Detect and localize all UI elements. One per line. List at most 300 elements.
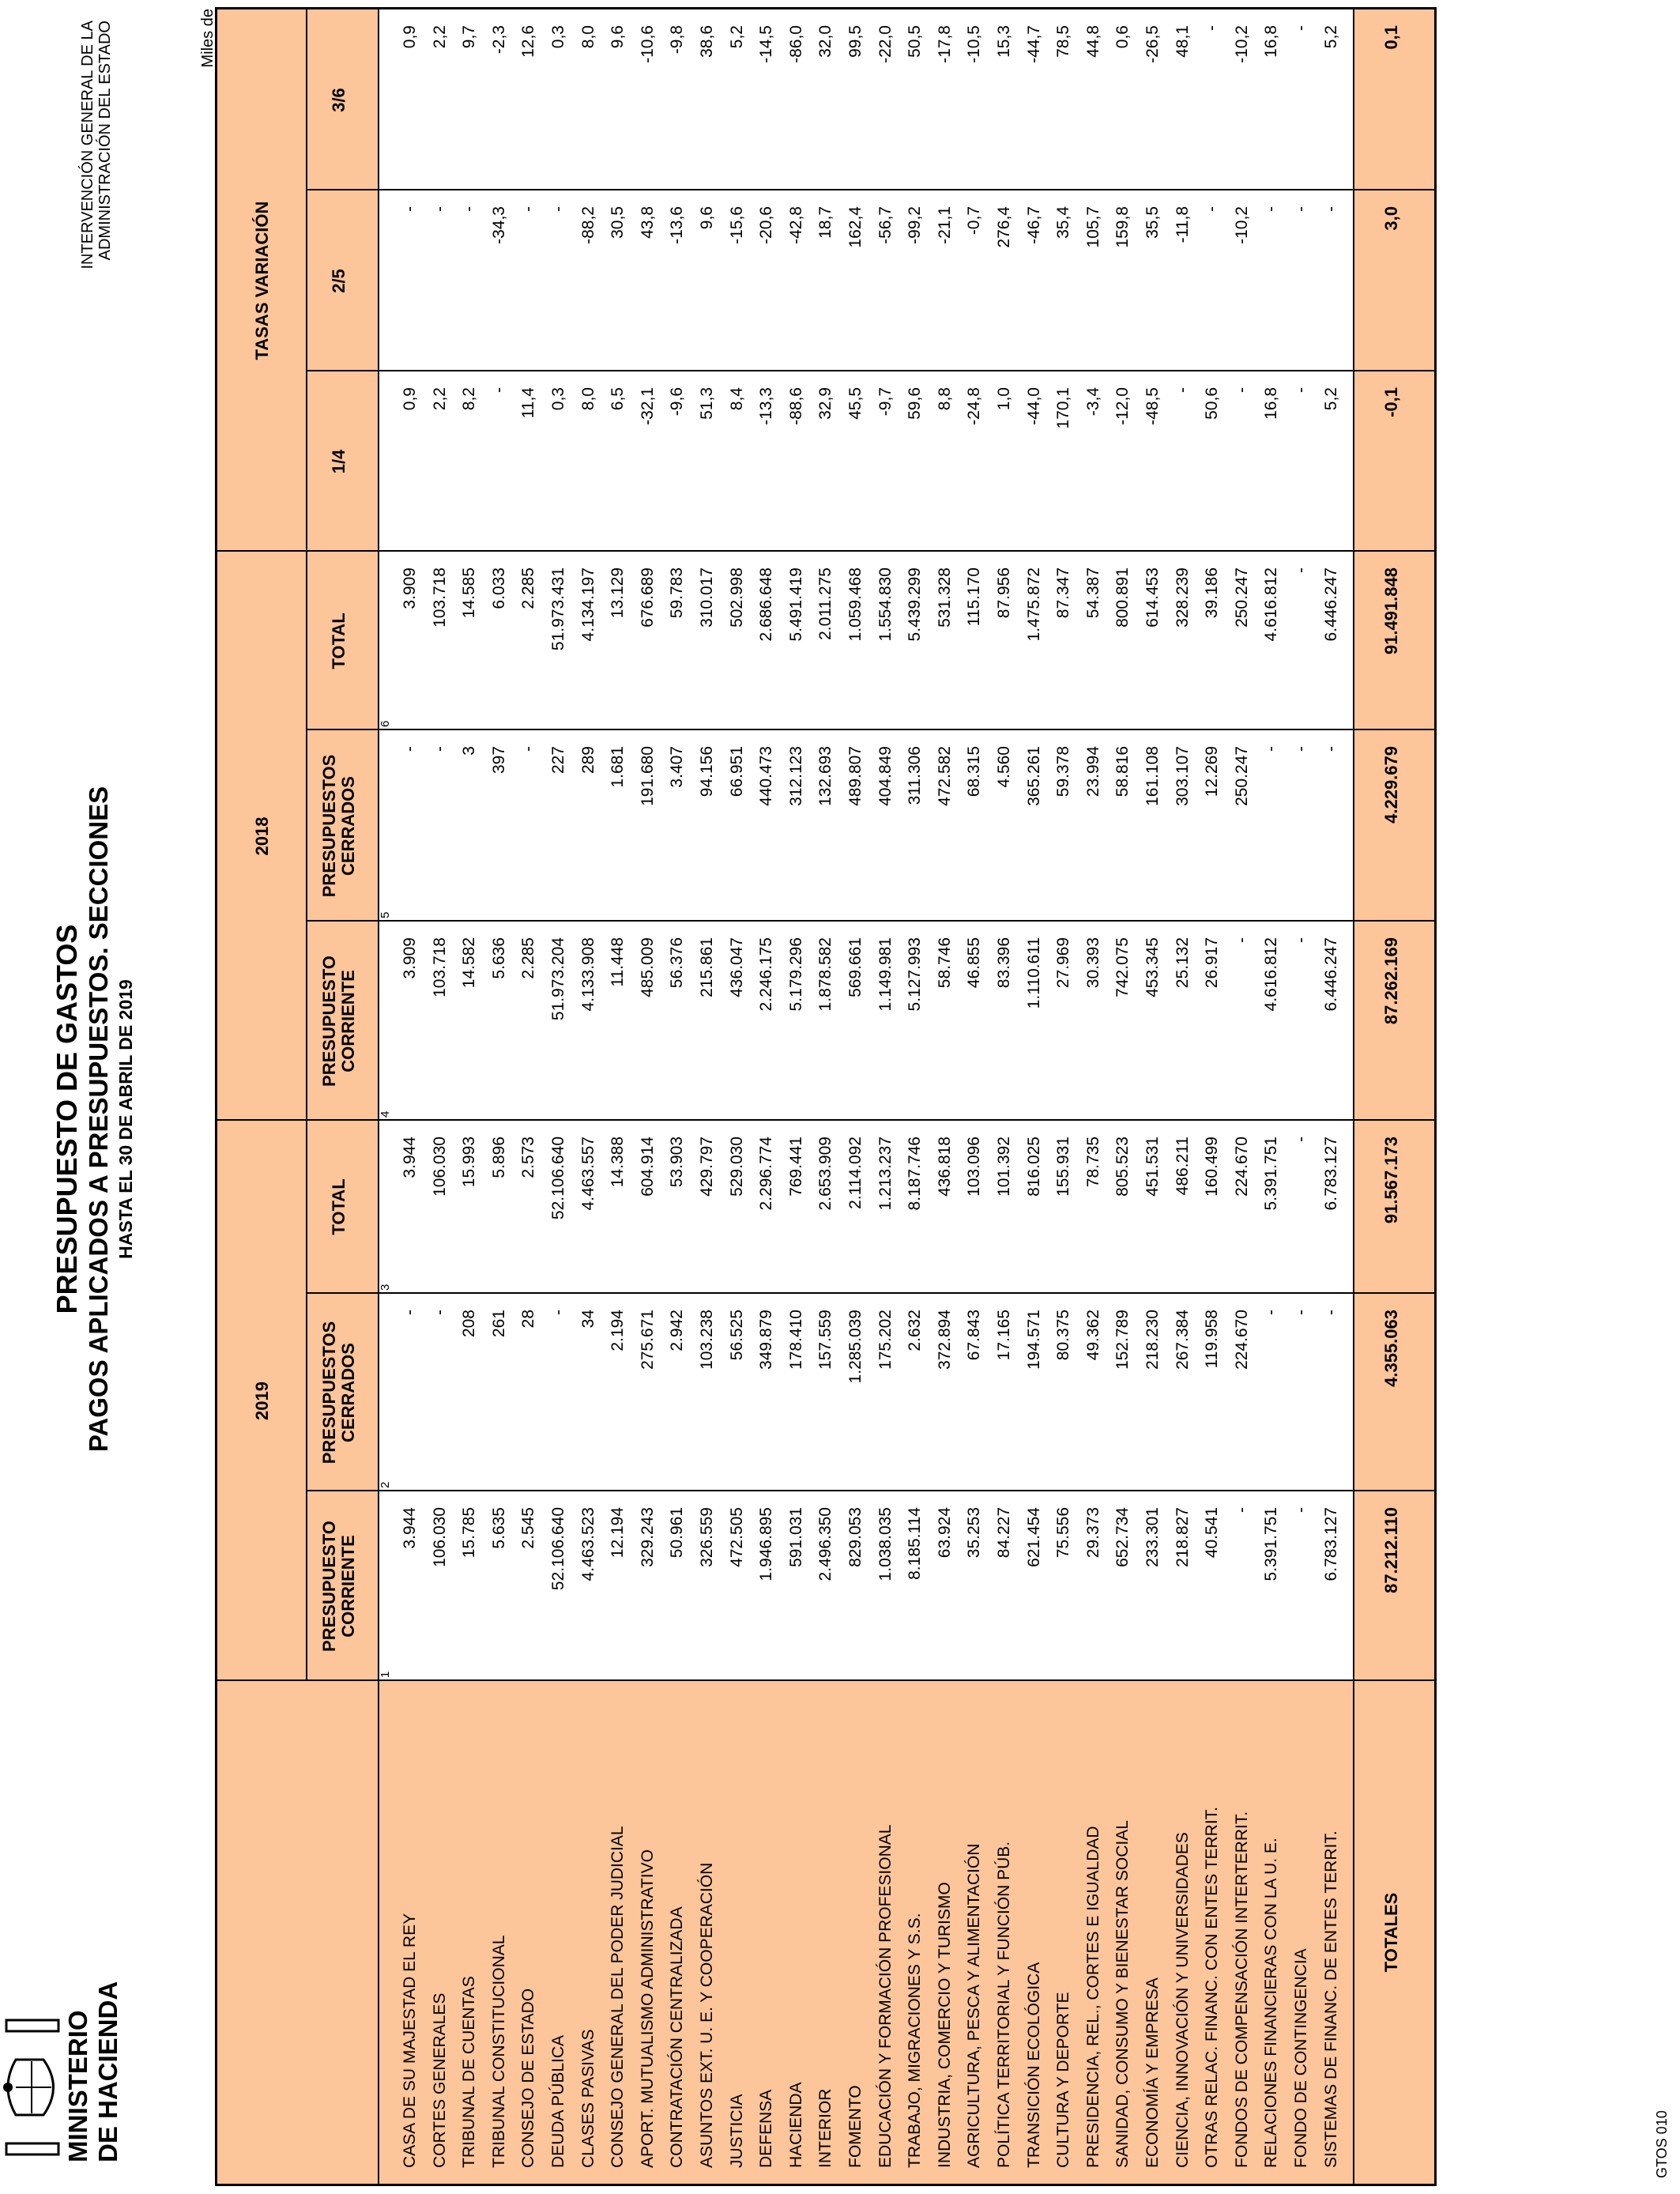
section-name: HACIENDA	[786, 2082, 805, 2168]
cell-col-8: -	[519, 206, 538, 212]
cell-col-5: 303.107	[1173, 746, 1192, 806]
section-name: OTRAS RELAC. FINANC. CON ENTES TERRIT.	[1203, 1806, 1222, 2168]
cell-col-9: -26,5	[1143, 25, 1162, 63]
cell-col-6: 250.247	[1232, 567, 1251, 628]
cell-col-3: 5.896	[489, 1137, 508, 1178]
units-label: Miles de	[199, 9, 217, 68]
cell-col-1: 84.227	[995, 1507, 1013, 1559]
cell-col-1: 15.785	[460, 1507, 479, 1559]
cell-col-1: 233.301	[1143, 1507, 1162, 1567]
cell-col-9: 9,6	[608, 25, 627, 49]
section-name: FOMENTO	[846, 2085, 864, 2168]
cell-col-5: 4.560	[995, 746, 1013, 788]
table-row	[1110, 9, 1134, 2184]
table-row	[1022, 9, 1045, 2184]
header-rate-2-5: 2/5	[329, 269, 348, 293]
cell-col-9: 12,6	[519, 25, 538, 58]
cell-col-6: 2.686.648	[757, 567, 776, 642]
cell-col-5: 289	[578, 746, 597, 775]
cell-col-7: 32,9	[816, 387, 835, 420]
cell-col-9: -	[1203, 25, 1222, 31]
cell-col-2: 157.559	[816, 1310, 835, 1370]
cell-col-6: 5.491.419	[786, 567, 805, 642]
cell-col-1: 29.373	[1083, 1507, 1102, 1559]
cell-col-9: 5,2	[727, 25, 746, 49]
table-row	[1170, 9, 1194, 2184]
section-name: TRIBUNAL DE CUENTAS	[460, 1976, 479, 2168]
expenditure-table	[215, 7, 1437, 2186]
cell-col-5: 23.994	[1083, 746, 1102, 797]
cell-col-4: -	[1292, 937, 1310, 943]
cell-col-7: 8,4	[727, 387, 746, 411]
cell-col-4: -	[1232, 937, 1251, 943]
cell-col-6: 13.129	[608, 567, 627, 619]
cell-col-7: -	[1232, 387, 1251, 393]
cell-col-2: 152.789	[1113, 1310, 1132, 1370]
cell-col-6: 54.387	[1083, 567, 1102, 619]
cell-col-9: 0,9	[401, 25, 419, 49]
table-row	[695, 9, 718, 2184]
cell-col-4: 4.616.812	[1262, 937, 1281, 1012]
cell-col-3: 4.463.557	[578, 1137, 597, 1211]
cell-col-5: 3.407	[668, 746, 687, 788]
cell-col-6: 4.134.197	[578, 567, 597, 642]
header-cerrados-2018: PRESUPUESTOS CERRADOS	[319, 754, 358, 898]
cell-col-5: -	[430, 746, 449, 752]
cell-col-4: 5.127.993	[906, 937, 925, 1012]
section-name: JUSTICIA	[727, 2094, 746, 2168]
cell-col-8: -46,7	[1024, 206, 1043, 244]
section-name: CULTURA Y DEPORTE	[1054, 1992, 1073, 2168]
cell-col-4: 4.133.908	[578, 937, 597, 1012]
cell-col-5: 250.247	[1232, 746, 1251, 806]
cell-col-1: -	[1232, 1507, 1251, 1513]
cell-col-2: -	[1292, 1310, 1310, 1315]
total-col-7: -0,1	[1381, 387, 1401, 417]
cell-col-9: -10,5	[965, 25, 984, 63]
cell-col-7: -	[1292, 387, 1310, 393]
cell-col-4: 485.009	[638, 937, 657, 997]
col-number-2: 2	[379, 1481, 392, 1488]
cell-col-5: -	[519, 746, 538, 752]
cell-col-6: 1.059.468	[846, 567, 864, 642]
section-name: AGRICULTURA, PESCA Y ALIMENTACIÓN	[965, 1843, 984, 2168]
table-row	[992, 9, 1015, 2184]
cell-col-8: 43,8	[638, 206, 657, 239]
cell-col-4: 103.718	[430, 937, 449, 997]
cell-col-7: 1,0	[995, 387, 1013, 411]
cell-col-8: -56,7	[876, 206, 895, 244]
cell-col-3: 8.187.746	[906, 1137, 925, 1211]
cell-col-7: 170,1	[1054, 387, 1073, 429]
table-row	[397, 9, 421, 2184]
cell-col-2: 349.879	[757, 1310, 776, 1370]
header-year-2018: 2018	[252, 816, 272, 856]
cell-col-7: 8,2	[460, 387, 479, 411]
section-name: ECONOMÍA Y EMPRESA	[1143, 1977, 1162, 2168]
cell-col-3: 529.030	[727, 1137, 746, 1197]
cell-col-6: 1.475.872	[1024, 567, 1043, 642]
header-total-2019: TOTAL	[329, 1178, 348, 1235]
cell-col-5: 59.378	[1054, 746, 1073, 797]
cell-col-9: -	[1292, 25, 1310, 31]
cell-col-8: -13,6	[668, 206, 687, 244]
section-name: SANIDAD, CONSUMO Y BIENESTAR SOCIAL	[1113, 1820, 1132, 2168]
cell-col-1: 329.243	[638, 1507, 657, 1567]
cell-col-9: 15,3	[995, 25, 1013, 58]
table-row	[1259, 9, 1283, 2184]
cell-col-8: -	[549, 206, 567, 212]
cell-col-3: 486.211	[1173, 1137, 1192, 1196]
cell-col-2: 80.375	[1054, 1310, 1073, 1361]
cell-col-7: -9,6	[668, 387, 687, 417]
cell-col-9: 44,8	[1083, 25, 1102, 58]
cell-col-9: 8,0	[578, 25, 597, 49]
cell-col-6: 59.783	[668, 567, 687, 619]
cell-col-3: 101.392	[995, 1137, 1013, 1197]
cell-col-8: -0,7	[965, 206, 984, 236]
cell-col-9: -44,7	[1024, 25, 1043, 63]
cell-col-8: -20,6	[757, 206, 776, 244]
cell-col-1: 2.496.350	[816, 1507, 835, 1581]
cell-col-5: 191.680	[638, 746, 657, 806]
cell-col-4: 742.075	[1113, 937, 1132, 997]
footer-code: GTOS 010	[1654, 2110, 1670, 2178]
cell-col-2: 194.571	[1024, 1310, 1043, 1370]
cell-col-3: 2.296.774	[757, 1137, 776, 1211]
cell-col-7: 59,6	[906, 387, 925, 420]
section-name: POLÍTICA TERRITORIAL Y FUNCIÓN PÚB.	[995, 1841, 1013, 2168]
cell-col-3: 155.931	[1054, 1137, 1073, 1197]
cell-col-1: 63.924	[935, 1507, 954, 1559]
cell-col-3: 224.670	[1232, 1137, 1251, 1197]
table-row	[1230, 9, 1253, 2184]
cell-col-4: 569.661	[846, 937, 864, 997]
title-line-3: HASTA EL 30 DE ABRIL DE 2019	[115, 979, 136, 1259]
cell-col-7: -12,0	[1113, 387, 1132, 425]
cell-col-7: -44,0	[1024, 387, 1043, 425]
cell-col-1: 829.053	[846, 1507, 864, 1567]
cell-col-6: 3.909	[401, 567, 419, 609]
header-total-2018: TOTAL	[329, 613, 348, 669]
section-name: CORTES GENERALES	[430, 1992, 449, 2168]
cell-col-5: 3	[460, 746, 479, 756]
cell-col-7: -	[489, 387, 508, 393]
section-name: CIENCIA, INNOVACIÓN Y UNIVERSIDADES	[1173, 1832, 1192, 2168]
cell-col-9: -10,2	[1232, 25, 1251, 63]
cell-col-5: 161.108	[1143, 746, 1162, 806]
header-corriente-2018: PRESUPUESTO CORRIENTE	[319, 956, 358, 1087]
cell-col-9: -10,6	[638, 25, 657, 63]
cell-col-1: 75.556	[1054, 1507, 1073, 1559]
title-line-2: PAGOS APLICADOS A PRESUPUESTOS. SECCIONES	[84, 786, 113, 1453]
section-name: TRIBUNAL CONSTITUCIONAL	[489, 1935, 508, 2168]
cell-col-9: 0,6	[1113, 25, 1132, 49]
cell-col-8: -88,2	[578, 206, 597, 244]
cell-col-1: 5.391.751	[1262, 1507, 1281, 1581]
cell-col-4: 2.285	[519, 937, 538, 979]
table-row	[576, 9, 600, 2184]
cell-col-3: 52.106.640	[549, 1137, 567, 1220]
cell-col-7: 11,4	[519, 387, 538, 419]
cell-col-1: 40.541	[1203, 1507, 1222, 1559]
cell-col-7: 5,2	[1321, 387, 1340, 411]
cell-col-5: 58.816	[1113, 746, 1132, 797]
cell-col-8: -	[430, 206, 449, 212]
cell-col-6: 6.446.247	[1321, 567, 1340, 642]
cell-col-4: 83.396	[995, 937, 1013, 989]
cell-col-6: 115.170	[965, 567, 984, 627]
cell-col-4: 5.636	[489, 937, 508, 979]
cell-col-2: 178.410	[786, 1310, 805, 1370]
cell-col-3: 5.391.751	[1262, 1137, 1281, 1211]
table-row	[516, 9, 540, 2184]
cell-col-6: 614.453	[1143, 567, 1162, 628]
coat-of-arms-icon	[0, 2012, 63, 2162]
cell-col-3: 436.818	[935, 1137, 954, 1197]
table-row	[843, 9, 867, 2184]
table-row	[1051, 9, 1075, 2184]
cell-col-3: -	[1292, 1137, 1310, 1142]
cell-col-8: -15,6	[727, 206, 746, 244]
cell-col-5: 68.315	[965, 746, 984, 797]
cell-col-7: -24,8	[965, 387, 984, 425]
cell-col-9: -22,0	[876, 25, 895, 63]
section-name: TRANSICIÓN ECOLÓGICA	[1024, 1962, 1043, 2168]
cell-col-5: 440.473	[757, 746, 776, 806]
cell-col-4: 14.582	[460, 937, 479, 989]
cell-col-1: 35.253	[965, 1507, 984, 1559]
cell-col-2: 119.958	[1203, 1310, 1222, 1369]
cell-col-5: 404.849	[876, 746, 895, 806]
cell-col-4: 3.909	[401, 937, 419, 979]
cell-col-7: -9,7	[876, 387, 895, 417]
cell-col-2: 275.671	[638, 1310, 657, 1370]
cell-col-5: 94.156	[698, 746, 716, 797]
cell-col-9: 5,2	[1321, 25, 1340, 49]
section-name: SISTEMAS DE FINANC. DE ENTES TERRIT.	[1321, 1830, 1340, 2168]
cell-col-6: 87.347	[1054, 567, 1073, 619]
cell-col-9: 9,7	[460, 25, 479, 49]
cell-col-7: 0,9	[401, 387, 419, 411]
table-row	[754, 9, 778, 2184]
table-row	[1140, 9, 1164, 2184]
cell-col-9: 32,0	[816, 25, 835, 58]
cell-col-9: 99,5	[846, 25, 864, 58]
cell-col-8: 35,4	[1054, 206, 1073, 239]
ministry-name	[63, 1830, 123, 2162]
col-number-6: 6	[379, 720, 392, 727]
table-row	[1319, 9, 1343, 2184]
cell-col-2: 67.843	[965, 1310, 984, 1361]
cell-col-1: 50.961	[668, 1507, 687, 1559]
cell-col-9: -86,0	[786, 25, 805, 63]
table-row	[1289, 9, 1313, 2184]
table-row	[784, 9, 808, 2184]
cell-col-7: -3,4	[1083, 387, 1102, 417]
cell-col-1: 1.946.895	[757, 1507, 776, 1581]
cell-col-9: 50,5	[906, 25, 925, 58]
cell-col-2: 224.670	[1232, 1310, 1251, 1370]
cell-col-4: 1.878.582	[816, 937, 835, 1012]
cell-col-7: 50,6	[1203, 387, 1222, 420]
cell-col-9: -9,8	[668, 25, 687, 55]
cell-col-3: 53.903	[668, 1137, 687, 1188]
cell-col-4: 27.969	[1054, 937, 1073, 989]
cell-col-4: 51.973.204	[549, 937, 567, 1021]
cell-col-5: 132.693	[816, 746, 835, 806]
table-row	[962, 9, 985, 2184]
cell-col-4: 11.448	[608, 937, 627, 987]
cell-col-8: 159,8	[1113, 206, 1132, 248]
cell-col-3: 160.499	[1203, 1137, 1222, 1197]
title-line-1: PRESUPUESTO DE GASTOS	[51, 924, 83, 1314]
cell-col-1: 6.783.127	[1321, 1507, 1340, 1581]
table-row	[813, 9, 837, 2184]
cell-col-8: 30,5	[608, 206, 627, 239]
table-row	[546, 9, 570, 2184]
cell-col-4: 1.149.981	[876, 937, 895, 1012]
ministry-line-2: DE HACIENDA	[93, 1981, 122, 2162]
cell-col-2: 2.194	[608, 1310, 627, 1351]
section-name: CONTRATACIÓN CENTRALIZADA	[668, 1906, 687, 2168]
cell-col-1: 8.185.114	[906, 1507, 925, 1580]
cell-col-2: 34	[578, 1310, 597, 1329]
cell-col-7: -88,6	[786, 387, 805, 425]
cell-col-1: 52.106.640	[549, 1507, 567, 1591]
cell-col-3: 78.735	[1083, 1137, 1102, 1188]
cell-col-9: -14,5	[757, 25, 776, 63]
section-name: INDUSTRIA, COMERCIO Y TURISMO	[935, 1882, 954, 2168]
cell-col-5: 12.269	[1203, 746, 1222, 797]
cell-col-2: -	[1262, 1310, 1281, 1315]
cell-col-8: 105,7	[1083, 206, 1102, 248]
cell-col-9: 0,3	[549, 25, 567, 49]
cell-col-3: 2.573	[519, 1137, 538, 1178]
cell-col-4: 30.393	[1083, 937, 1102, 989]
report-title	[51, 645, 137, 1593]
cell-col-3: 451.531	[1143, 1137, 1162, 1197]
section-name: EDUCACIÓN Y FORMACIÓN PROFESIONAL	[876, 1824, 895, 2168]
cell-col-3: 2.653.909	[816, 1137, 835, 1211]
table-row	[1081, 9, 1105, 2184]
cell-col-8: 18,7	[816, 206, 835, 239]
cell-col-3: 1.213.237	[876, 1137, 895, 1211]
cell-col-8: 35,5	[1143, 206, 1162, 239]
cell-col-5: 397	[489, 746, 508, 775]
cell-col-3: 604.914	[638, 1137, 657, 1197]
cell-col-9: -2,3	[489, 25, 508, 55]
section-name: DEUDA PÚBLICA	[549, 2034, 567, 2168]
cell-col-1: 472.505	[727, 1507, 746, 1567]
cell-col-8: -34,3	[489, 206, 508, 244]
col-number-3: 3	[379, 1284, 392, 1291]
cell-col-7: 2,2	[430, 387, 449, 411]
cell-col-2: 103.238	[698, 1310, 716, 1370]
cell-col-2: -	[1321, 1310, 1340, 1315]
cell-col-2: -	[430, 1310, 449, 1315]
cell-col-3: 2.114.092	[846, 1137, 864, 1209]
total-col-2: 4.355.063	[1381, 1310, 1401, 1387]
cell-col-4: 2.246.175	[757, 937, 776, 1012]
total-col-9: 0,1	[1381, 25, 1401, 50]
cell-col-8: -10,2	[1232, 206, 1251, 244]
cell-col-4: 56.376	[668, 937, 687, 989]
section-name: RELACIONES FINANCIERAS CON LA U. E.	[1262, 1838, 1281, 2168]
table-row	[605, 9, 629, 2184]
cell-col-2: 208	[460, 1310, 479, 1338]
cell-col-2: 2.632	[906, 1310, 925, 1351]
cell-col-6: 502.998	[727, 567, 746, 628]
cell-col-6: 103.718	[430, 567, 449, 628]
cell-col-7: -13,3	[757, 387, 776, 425]
cell-col-2: 56.525	[727, 1310, 746, 1361]
cell-col-2: 1.285.039	[846, 1310, 864, 1384]
cell-col-7: -	[1173, 387, 1192, 393]
cell-col-4: 46.855	[965, 937, 984, 989]
cell-col-8: -42,8	[786, 206, 805, 244]
cell-col-2: 267.384	[1173, 1310, 1192, 1370]
cell-col-8: 9,6	[698, 206, 716, 230]
cell-col-8: 276,4	[995, 206, 1013, 248]
header-rate-3-6: 3/6	[329, 88, 348, 112]
cell-col-2: 372.894	[935, 1310, 954, 1370]
cell-col-6: 87.956	[995, 567, 1013, 619]
cell-col-2: 49.362	[1083, 1310, 1102, 1361]
header-cerrados-2019: PRESUPUESTOS CERRADOS	[319, 1321, 358, 1465]
section-name: FONDO DE CONTINGENCIA	[1292, 1948, 1310, 2168]
cell-col-7: 51,3	[698, 387, 716, 420]
cell-col-2: -	[549, 1310, 567, 1315]
cell-col-6: 2.011.275	[816, 567, 835, 640]
section-name: PRESIDENCIA, REL., CORTES E IGUALDAD	[1083, 1826, 1102, 2168]
cell-col-5: -	[1262, 746, 1281, 752]
table-row	[428, 9, 451, 2184]
total-col-6: 91.491.848	[1381, 567, 1401, 655]
header-year-2019: 2019	[252, 1382, 272, 1420]
cell-col-6: 14.585	[460, 567, 479, 619]
cell-col-5: 311.306	[906, 746, 925, 805]
cell-col-3: 816.025	[1024, 1137, 1043, 1197]
cell-col-2: 218.230	[1143, 1310, 1162, 1370]
section-name: CASA DE SU MAJESTAD EL REY	[401, 1913, 419, 2168]
cell-col-3: 6.783.127	[1321, 1137, 1340, 1211]
cell-col-7: 16,8	[1262, 387, 1281, 420]
total-col-8: 3,0	[1381, 206, 1401, 231]
header-rates: TASAS VARIACIÓN	[252, 201, 272, 360]
cell-col-5: 227	[549, 746, 567, 775]
cell-col-1: 591.031	[786, 1507, 805, 1567]
table-row	[457, 9, 480, 2184]
cell-col-7: 8,0	[578, 387, 597, 411]
table-row	[1200, 9, 1223, 2184]
col-number-5: 5	[379, 911, 392, 918]
cell-col-5: 1.681	[608, 746, 627, 788]
col-number-4: 4	[379, 1110, 392, 1118]
igae-name	[79, 21, 114, 432]
cell-col-3: 805.523	[1113, 1137, 1132, 1197]
cell-col-4: 58.746	[935, 937, 954, 989]
cell-col-1: 106.030	[430, 1507, 449, 1567]
cell-col-1: 3.944	[401, 1507, 419, 1549]
cell-col-8: -21,1	[935, 206, 954, 244]
totals-label: TOTALES	[1381, 1892, 1401, 1973]
cell-col-2: 28	[519, 1310, 538, 1329]
cell-col-1: 652.734	[1113, 1507, 1132, 1567]
cell-col-7: -32,1	[638, 387, 657, 425]
cell-col-9: 48,1	[1173, 25, 1192, 58]
cell-col-6: 2.285	[519, 567, 538, 609]
